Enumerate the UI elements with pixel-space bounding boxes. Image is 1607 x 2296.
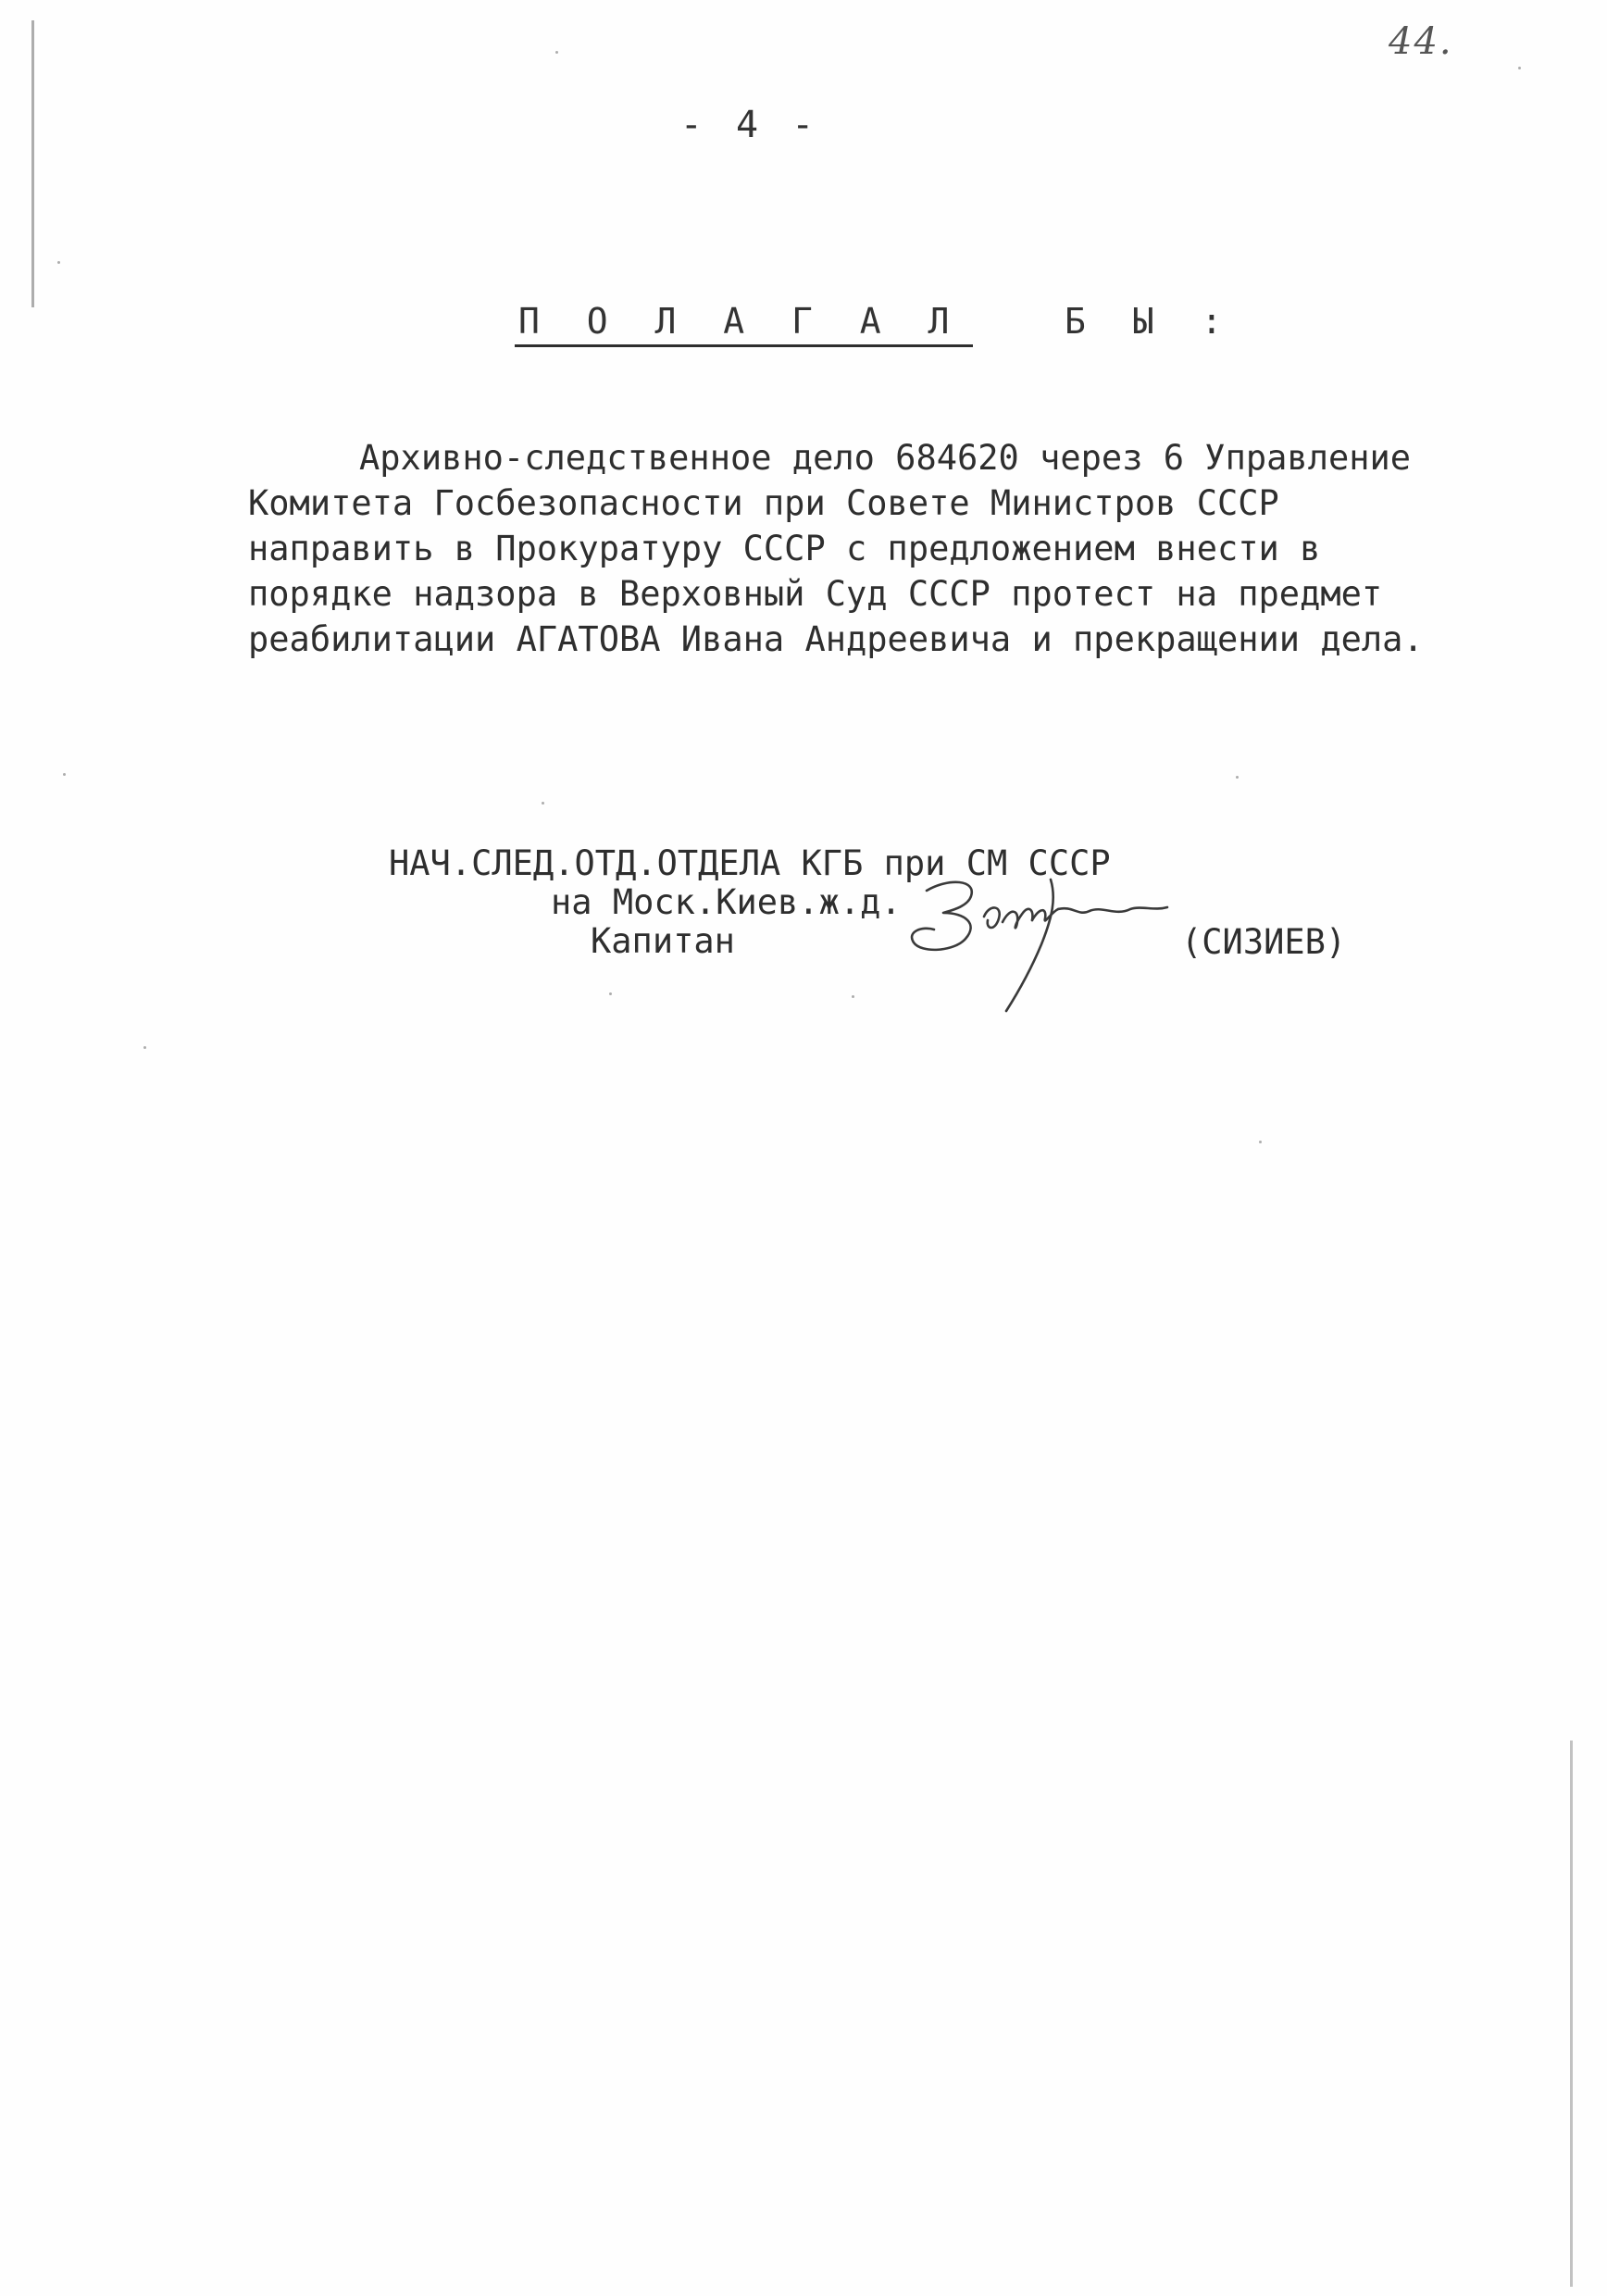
body-line: направить в Прокуратуру СССР с предложением внести в: [248, 529, 1321, 568]
scan-speck: [852, 995, 854, 998]
document-heading: П О Л А Г А Л Б Ы :: [518, 301, 1236, 342]
signatory-department: на Моск.Киев.ж.д.: [551, 882, 902, 922]
scan-speck: [1236, 776, 1239, 779]
body-line: порядке надзора в Верховный Суд СССР протест на предмет: [248, 574, 1383, 614]
archive-page-number: 44.: [1389, 20, 1453, 63]
scan-speck: [63, 773, 66, 776]
signatory-name: (СИЗИЕВ): [1181, 922, 1347, 962]
heading-underline: [515, 344, 973, 347]
body-line: Архивно-следственное дело 684620 через 6 Управление: [359, 438, 1412, 478]
body-line: Комитета Госбезопасности при Совете Министров СССР: [248, 483, 1279, 523]
scan-speck: [143, 1046, 146, 1049]
scan-speck: [542, 802, 544, 805]
scan-speck: [1518, 67, 1521, 69]
scan-edge-left: [31, 20, 34, 307]
body-line: реабилитации АГАТОВА Ивана Андреевича и прекращении дела.: [248, 619, 1424, 659]
scan-edge-right: [1570, 1741, 1573, 2287]
signatory-rank: Капитан: [591, 921, 735, 961]
handwritten-signature: [893, 852, 1171, 1018]
scan-speck: [57, 261, 60, 264]
scan-speck: [609, 992, 612, 995]
page-number: - 4 -: [679, 104, 820, 146]
body-paragraph: [248, 435, 1507, 662]
scan-speck: [555, 51, 558, 54]
signatory-position: НАЧ.СЛЕД.ОТД.ОТДЕЛА КГБ при СМ СССР: [389, 843, 1111, 883]
scan-speck: [1259, 1141, 1262, 1143]
